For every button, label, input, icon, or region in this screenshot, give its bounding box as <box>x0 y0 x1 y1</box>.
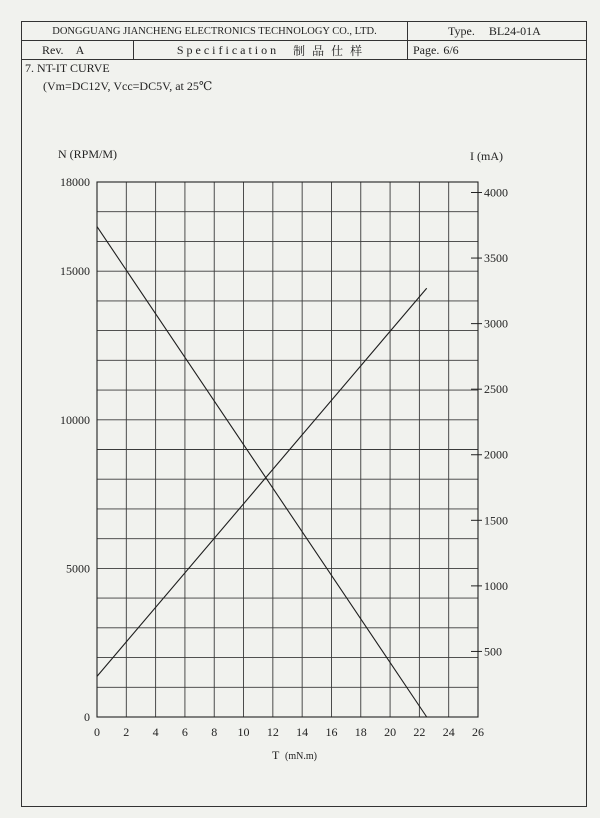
speed-curve-line <box>97 227 427 717</box>
x-tick-label: 12 <box>266 725 279 739</box>
y-right-tick-label: 4000 <box>484 185 508 200</box>
company-name: DONGGUANG JIANCHENG ELECTRONICS TECHNOLOGY CO., LTD. <box>22 22 408 40</box>
y-right-tick-label: 1000 <box>484 578 508 593</box>
x-tick-label: 10 <box>237 725 250 739</box>
x-tick-label: 24 <box>442 725 455 739</box>
y-right-tick-label: 500 <box>484 644 502 659</box>
y-right-tick-label: 3000 <box>484 316 508 331</box>
chart-lines <box>97 227 427 717</box>
x-tick-label: 4 <box>152 725 159 739</box>
y-left-tick-label: 18000 <box>60 175 90 189</box>
type-label: Type. <box>448 23 475 38</box>
spec-label: Specification <box>176 42 280 57</box>
chart-grid <box>97 182 478 717</box>
x-axis-label-unit: (mN.m) <box>285 751 317 762</box>
x-axis-label-main: T <box>272 748 280 762</box>
page-label: Page. <box>413 42 440 57</box>
axis-labels <box>58 147 503 762</box>
x-tick-label: 14 <box>296 725 309 739</box>
rev-label: Rev. <box>42 42 64 57</box>
y-left-tick-label: 15000 <box>60 264 90 279</box>
y-left-tick-label: 5000 <box>66 561 90 576</box>
x-tick-label: 8 <box>211 725 218 739</box>
y-right-tick-label: 2500 <box>484 382 508 397</box>
page-value: 6/6 <box>443 42 459 57</box>
spec-cn: 制 品 仕 样 <box>293 43 365 58</box>
y-left-tick-label: 10000 <box>60 412 90 427</box>
x-tick-label: 2 <box>123 725 130 739</box>
x-tick-label: 26 <box>472 725 484 739</box>
x-tick-label: 20 <box>384 725 397 739</box>
section-title: 7. NT-IT CURVE <box>25 61 110 75</box>
y-axis-left-label: N (RPM/M) <box>58 147 118 161</box>
y-right-tick-label: 2000 <box>484 447 508 462</box>
x-tick-label: 18 <box>354 725 367 739</box>
current-curve-line <box>97 288 427 676</box>
x-tick-label: 22 <box>413 725 426 739</box>
y-right-tick-label: 3500 <box>484 251 508 266</box>
x-tick-label: 6 <box>181 725 188 739</box>
y-right-tick-label: 1500 <box>484 513 508 528</box>
rev-value: A <box>75 42 85 57</box>
section-conditions: (Vm=DC12V, Vcc=DC5V, at 25℃ <box>43 79 213 93</box>
x-tick-label: 16 <box>325 725 338 739</box>
x-tick-label: 0 <box>94 725 100 739</box>
type-value: BL24-01A <box>488 23 541 38</box>
y-axis-right-label: I (mA) <box>470 149 503 163</box>
y-left-tick-label: 0 <box>84 710 90 724</box>
